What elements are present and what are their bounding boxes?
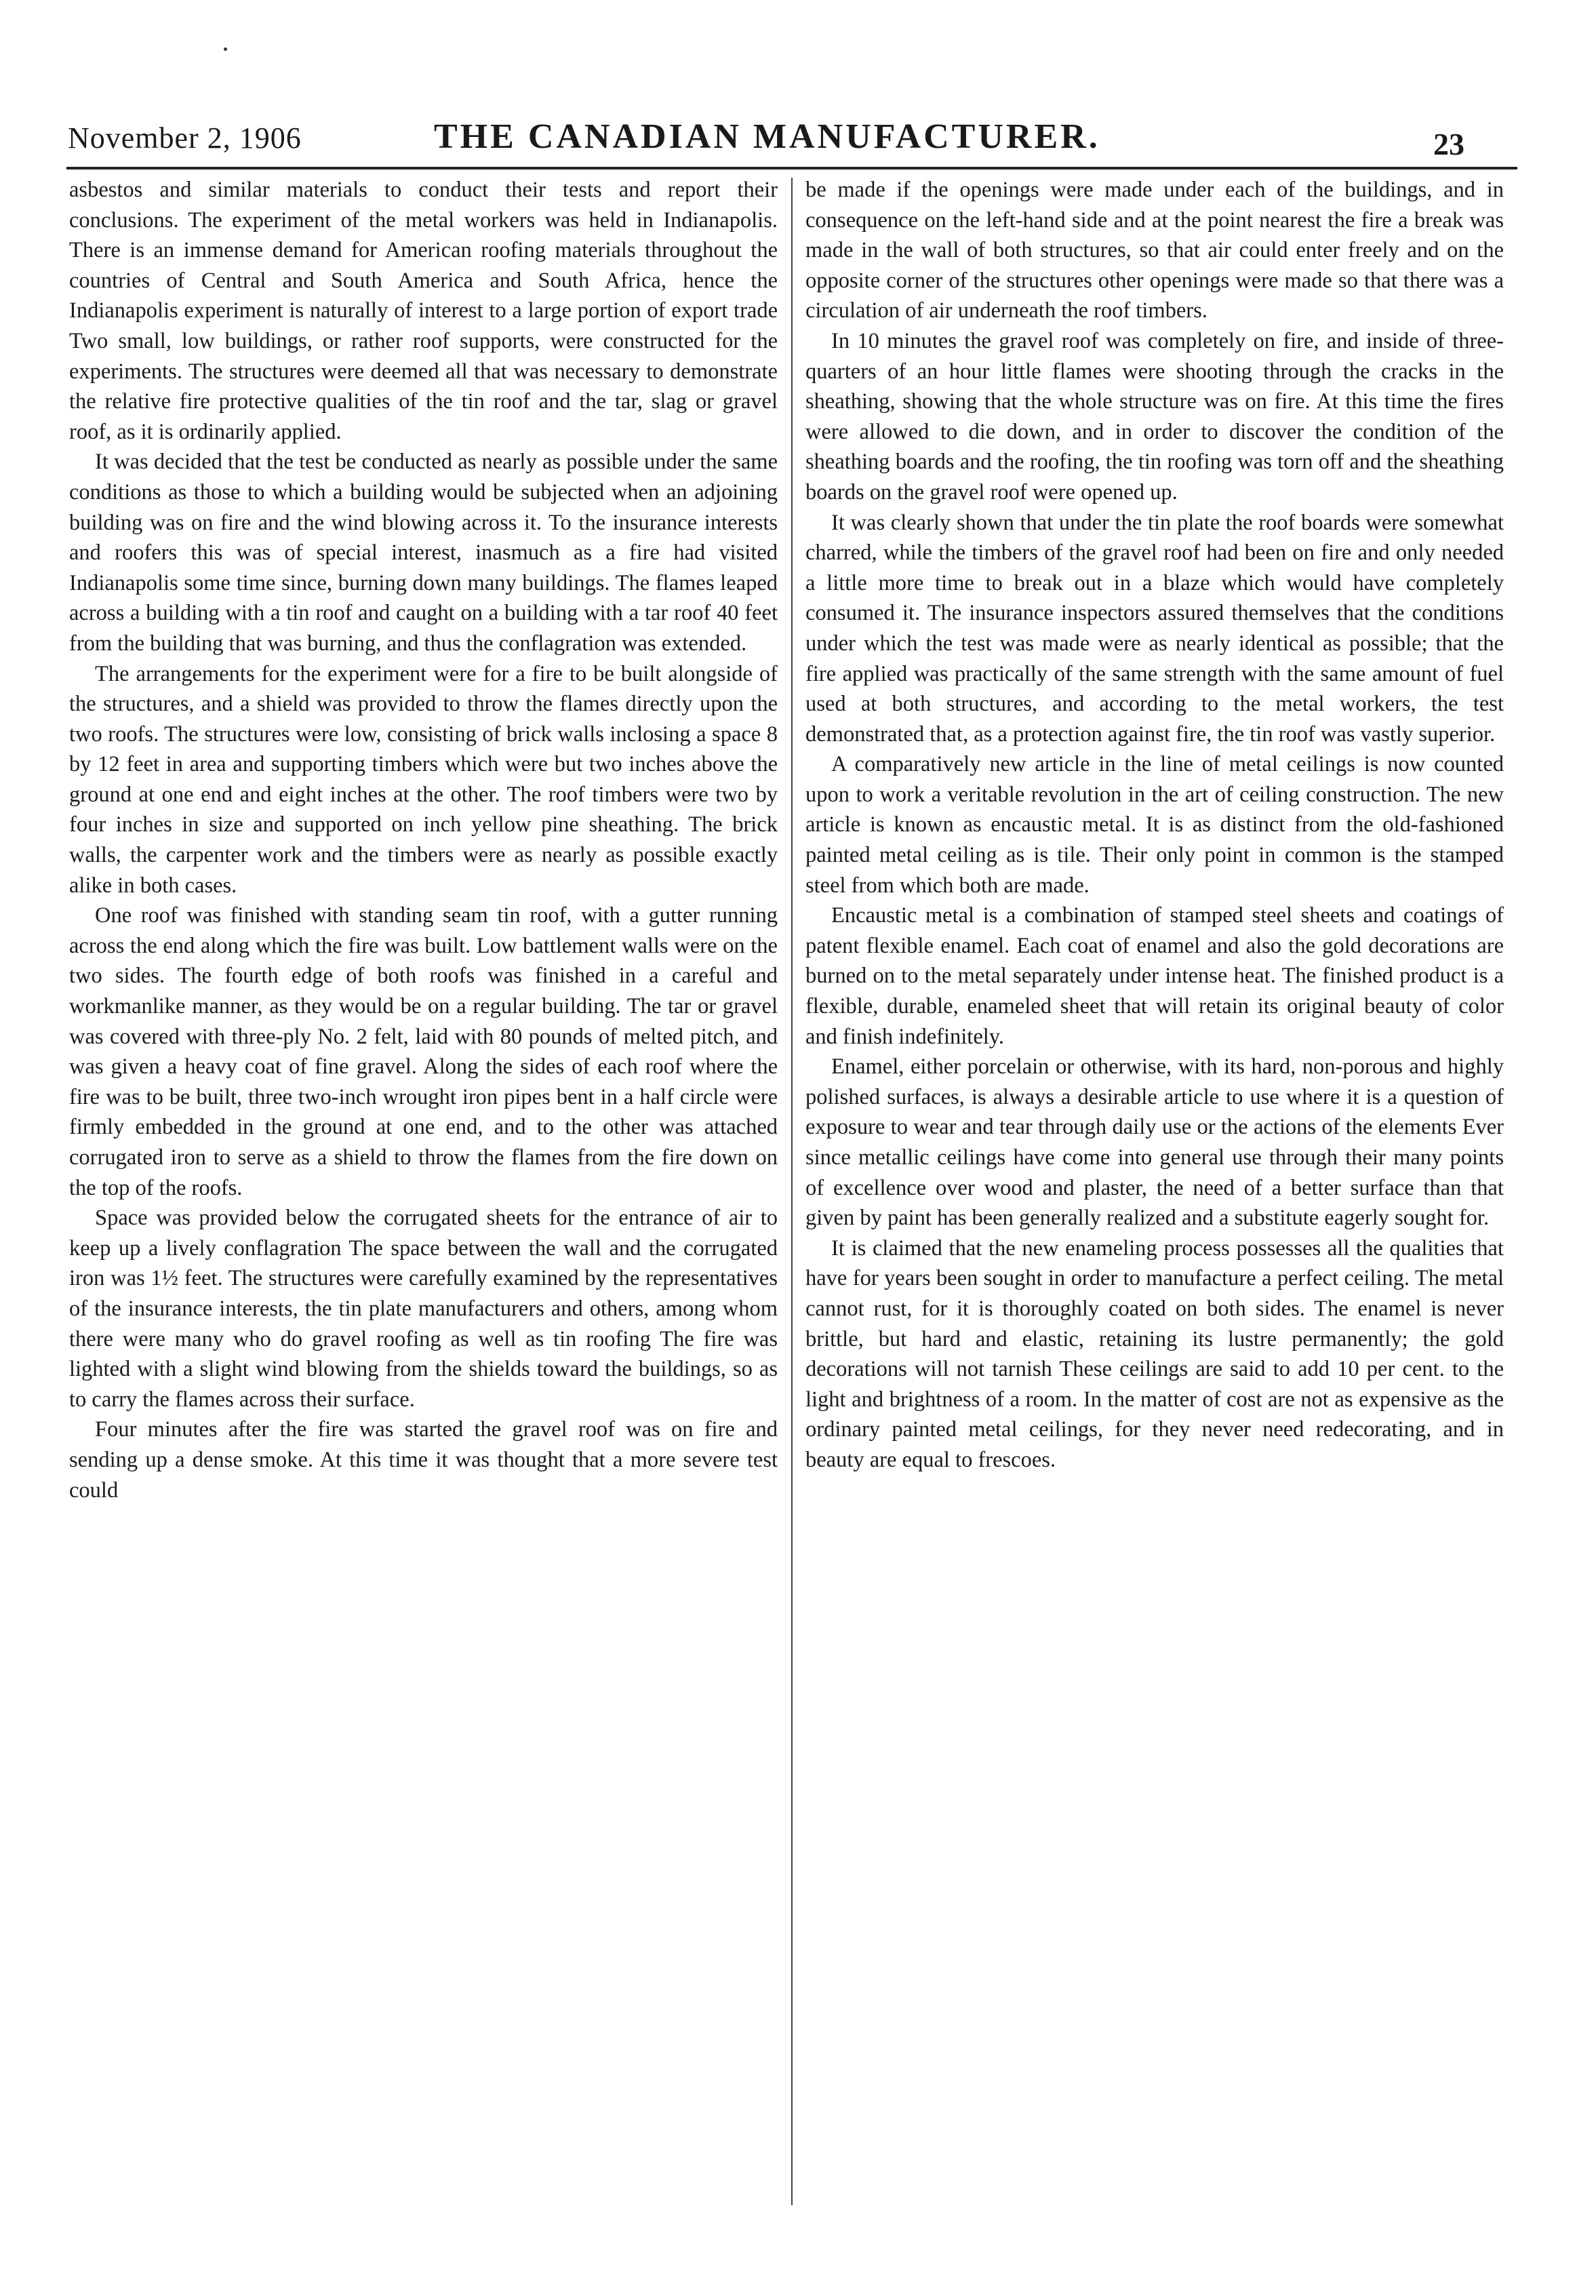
issue-date: November 2, 1906 (68, 121, 302, 155)
paragraph: It was clearly shown that under the tin plate the roof boards were somewhat charred, while the timbers of the gravel roof had been on fire and only needed a little more time to break out in a blaze which would have completely consumed it. The insurance inspectors assured themselves that the conditions under which the test was made were as nearly identical as possible; that the fire applied was practically of the same strength with the same amount of fuel used at both structures, and according to the metal workers, the test demonstrated that, as a protection against fire, the tin roof was vastly superior. (805, 510, 1504, 747)
right-column (805, 175, 1504, 1476)
paragraph: One roof was finished with standing seam tin roof, with a gutter running across the end along which the fire was built. Low battlement walls were on the two sides. The fourth edge of both roofs was finished in a careful and workmanlike manner, as they would be on a regular building. The tar or gravel was covered with three-ply No. 2 felt, laid with 80 pounds of melted pitch, and was given a heavy coat of fine gravel. Along the sides of each roof where the fire was to be built, three two-inch wrought iron pipes bent in a half circle were firmly embedded in the ground at one end, and to the other was attached corrugated iron to serve as a shield to throw the flames from the fire down on the top of the roofs. (69, 903, 778, 1200)
paragraph: Four minutes after the fire was started the gravel roof was on fire and sending up a dense smoke. At this time it was thought that a more severe test could (69, 1417, 778, 1503)
page-number: 23 (1433, 127, 1464, 161)
paragraph: Encaustic metal is a combination of stamped steel sheets and coatings of patent flexible enamel. Each coat of enamel and also the gold decorations are burned on to the metal separately under intense heat. The finished product is a flexible, durable, enameled sheet that will retain its original beauty of color and finish indefinitely. (805, 903, 1504, 1049)
paragraph: It is claimed that the new enameling process possesses all the qualities that have for years been sought in order to manufacture a perfect ceiling. The metal cannot rust, for it is thoroughly coated on both sides. The enamel is never brittle, but hard and elastic, retaining its lustre permanently; the gold decorations will not tarnish These ceilings are said to add 10 per cent. to the light and brightness of a room. In the matter of cost are not as expensive as the ordinary painted metal ceilings, for they never need redecorating, and in beauty are equal to frescoes. (805, 1235, 1504, 1472)
column-divider (791, 178, 793, 2205)
page-header (0, 0, 1596, 170)
paragraph: The arrangements for the experiment were for a fire to be built alongside of the structures, and a shield was provided to throw the flames directly upon the two roofs. The structures were low, consisting of brick walls inclosing a space 8 by 12 feet in area and supporting timbers which were but two inches above the ground at one end and eight inches at the other. The roof timbers were two by four inches in size and supported on inch yellow pine sheathing. The brick walls, the carpenter work and the timbers were as nearly as possible exactly alike in both cases. (69, 661, 778, 898)
publication-title: THE CANADIAN MANUFACTURER. (434, 117, 1100, 156)
paragraph: be made if the openings were made under each of the buildings, and in consequence on the left-hand side and at the point nearest the fire a break was made in the wall of both structures, so that air could enter freely and on the opposite corner of the structures other openings were made so that there was a circulation of air underneath the roof timbers. (805, 178, 1504, 323)
header-rule (66, 167, 1517, 170)
paragraph: A comparatively new article in the line of metal ceilings is now counted upon to work a veritable revolution in the art of ceiling construction. The new article is known as encaustic metal. It is as distinct from the old-fashioned painted metal ceiling as is tile. Their only point in common is the stamped steel from which both are made. (805, 752, 1504, 898)
paragraph: Enamel, either porcelain or otherwise, with its hard, non-porous and highly polished surfaces, is always a desirable article to use where it is a question of exposure to wear and tear through daily use or the actions of the elements Ever since metallic ceilings have come into general use through their many points of excellence over wood and plaster, the need of a better surface than that given by paint has been generally realized and a substitute eagerly sought for. (805, 1054, 1504, 1231)
paragraph: Space was provided below the corrugated sheets for the entrance of air to keep up a lively conflagration The space between the wall and the corrugated iron was 1½ feet. The structures were carefully examined by the representatives of the insurance interests, the tin plate manufacturers and others, among whom there were many who do gravel roofing as well as tin roofing The fire was lighted with a slight wind blowing from the shields toward the buildings, so as to carry the flames across their surface. (69, 1206, 778, 1412)
paragraph: It was decided that the test be conducted as nearly as possible under the same conditions as those to which a building would be subjected when an adjoining building was on fire and the wind blowing across it. To the insurance interests and roofers this was of special interest, inasmuch as a fire had visited Indianapolis some time since, burning down many buildings. The flames leaped across a building with a tin roof and caught on a building with a tar roof 40 feet from the building that was burning, and thus the conflagration was extended. (69, 450, 778, 656)
paragraph: In 10 minutes the gravel roof was completely on fire, and inside of three-quarters of an hour little flames were shooting through the cracks in the sheathing, showing that the whole structure was on fire. At this time the fires were allowed to die down, and in order to discover the condition of the sheathing boards and the roofing, the tin roofing was torn off and the sheathing boards on the gravel roof were opened up. (805, 328, 1504, 504)
paragraph: asbestos and similar materials to conduct their tests and report their conclusions. The experiment of the metal workers was held in Indianapolis. There is an immense demand for American roofing materials throughout the countries of Central and South America and South Africa, hence the Indianapolis experiment is naturally of interest to a large portion of export trade Two small, low buildings, or rather roof supports, were constructed for the experiments. The structures were deemed all that was necessary to demonstrate the relative fire protective qualities of the tin roof and the tar, slag or gravel roof, as it is ordinarily applied. (69, 178, 778, 444)
left-column (69, 175, 778, 1505)
